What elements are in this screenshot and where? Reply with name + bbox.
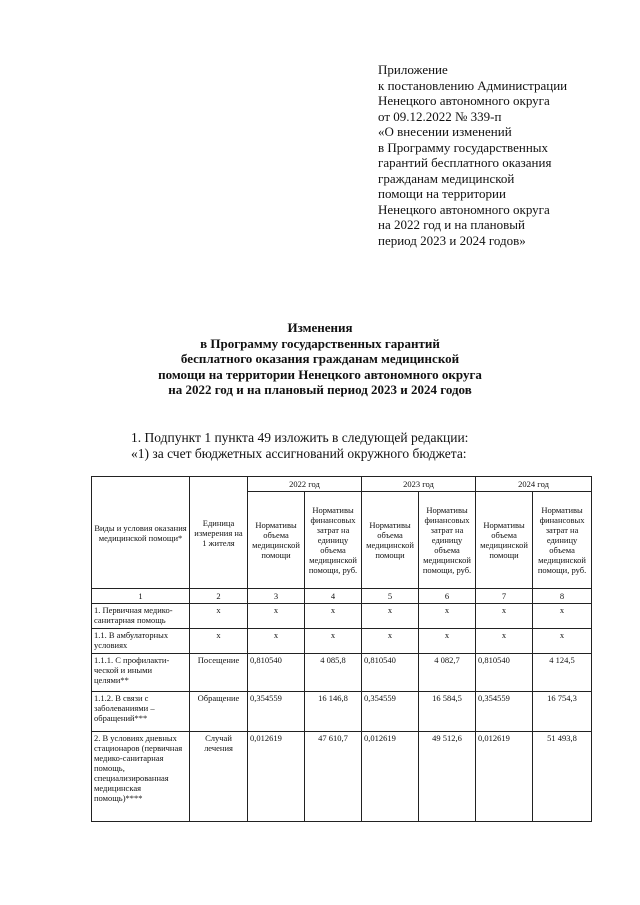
header-year-2024: 2024 год [476, 477, 592, 492]
body-line-2: «1) за счет бюджетных ассигнований окружного бюджета: [131, 446, 467, 461]
appendix-line: Приложение [378, 62, 448, 77]
cell-cost-2022: 4 085,8 [305, 654, 362, 692]
cell-cost-2022: 16 146,8 [305, 692, 362, 732]
appendix-line: период 2023 и 2024 годов» [378, 232, 526, 248]
norms-table [91, 476, 592, 822]
cell-volume-2024: х [476, 604, 533, 629]
cell-cost-2023: 49 512,6 [419, 732, 476, 822]
cell-cost-2022: 47 610,7 [305, 732, 362, 822]
appendix-line: помощи на территории [378, 186, 506, 201]
appendix-line: от 09.12.2022 № 339-п [378, 108, 502, 124]
header-kind: Виды и условия оказания медицинской помощи* [92, 477, 190, 589]
column-number: 4 [305, 589, 362, 604]
table-row [92, 692, 592, 732]
column-number: 1 [92, 589, 190, 604]
header-volume: Нормативы объема медицинской помощи [476, 492, 533, 589]
column-number: 2 [190, 589, 248, 604]
title-line: в Программу государственных гарантий [200, 335, 440, 351]
cell-kind: 1. Первичная медико-санитарная помощь [92, 604, 190, 629]
cell-kind: 1.1.2. В связи с заболеваниями – обращений*** [92, 692, 190, 732]
column-number: 7 [476, 589, 533, 604]
cell-unit: Обращение [190, 692, 248, 732]
appendix-line: в Программу государственных [378, 139, 549, 155]
cell-cost-2022: х [305, 604, 362, 629]
cell-cost-2023: 16 584,5 [419, 692, 476, 732]
column-number: 3 [248, 589, 305, 604]
header-unit: Единица измерения на 1 жителя [190, 477, 248, 589]
cell-kind: 2. В условиях дневных стационаров (первичная медико-санитарная помощь, специализированная медицинская помощь)**** [92, 732, 190, 822]
table-row [92, 654, 592, 692]
appendix-line: к постановлению Администрации [378, 77, 568, 93]
cell-unit: х [190, 629, 248, 654]
cell-cost-2024: 4 124,5 [533, 654, 592, 692]
cell-cost-2024: 51 493,8 [533, 732, 592, 822]
body-line-1: 1. Подпункт 1 пункта 49 изложить в следующей редакции: [131, 430, 469, 445]
cell-volume-2023: 0,012619 [362, 732, 419, 822]
title-line: на 2022 год и на плановый период 2023 и 2024 годов [168, 382, 472, 397]
title-line: Изменения [287, 320, 353, 335]
cell-unit: Случай лечения [190, 732, 248, 822]
header-year-2022: 2022 год [248, 477, 362, 492]
cell-volume-2024: 0,012619 [476, 732, 533, 822]
cell-unit: х [190, 604, 248, 629]
cell-volume-2022: 0,012619 [248, 732, 305, 822]
appendix-line: Ненецкого автономного округа [378, 93, 550, 108]
cell-unit: Посещение [190, 654, 248, 692]
cell-volume-2024: 0,354559 [476, 692, 533, 732]
column-number: 5 [362, 589, 419, 604]
cell-kind: 1.1. В амбулаторных условиях [92, 629, 190, 654]
header-cost: Нормативы финансовых затрат на единицу объема медицинской помощи, руб. [419, 492, 476, 589]
cell-kind: 1.1.1. С профилакти-ческой и иными целями** [92, 654, 190, 692]
header-cost: Нормативы финансовых затрат на единицу объема медицинской помощи, руб. [305, 492, 362, 589]
appendix-block [378, 62, 618, 248]
cell-volume-2022: х [248, 604, 305, 629]
header-year-2023: 2023 год [362, 477, 476, 492]
title-line: бесплатного оказания гражданам медицинской [180, 351, 460, 366]
table-row [92, 732, 592, 822]
appendix-line: на 2022 год и на плановый [378, 217, 525, 232]
cell-volume-2022: 0,354559 [248, 692, 305, 732]
cell-cost-2024: х [533, 604, 592, 629]
cell-volume-2022: 0,810540 [248, 654, 305, 692]
column-number: 8 [533, 589, 592, 604]
column-number: 6 [419, 589, 476, 604]
header-volume: Нормативы объема медицинской помощи [248, 492, 305, 589]
appendix-line: гарантий бесплатного оказания [378, 155, 552, 170]
cell-volume-2024: х [476, 629, 533, 654]
cell-cost-2023: 4 082,7 [419, 654, 476, 692]
cell-volume-2023: 0,354559 [362, 692, 419, 732]
title-line: помощи на территории Ненецкого автономного округа [158, 366, 482, 382]
cell-cost-2024: 16 754,3 [533, 692, 592, 732]
cell-volume-2023: х [362, 604, 419, 629]
appendix-line: «О внесении изменений [378, 124, 512, 139]
cell-cost-2022: х [305, 629, 362, 654]
appendix-line: Ненецкого автономного округа [378, 201, 550, 217]
column-number-row [92, 589, 592, 604]
document-title [60, 320, 580, 398]
cell-volume-2023: х [362, 629, 419, 654]
header-cost: Нормативы финансовых затрат на единицу объема медицинской помощи, руб. [533, 492, 592, 589]
body-text [131, 430, 468, 462]
cell-cost-2023: х [419, 604, 476, 629]
header-volume: Нормативы объема медицинской помощи [362, 492, 419, 589]
table-row [92, 604, 592, 629]
cell-cost-2023: х [419, 629, 476, 654]
cell-volume-2023: 0,810540 [362, 654, 419, 692]
cell-volume-2022: х [248, 629, 305, 654]
appendix-line: гражданам медицинской [378, 170, 515, 186]
cell-volume-2024: 0,810540 [476, 654, 533, 692]
table-row [92, 629, 592, 654]
cell-cost-2024: х [533, 629, 592, 654]
